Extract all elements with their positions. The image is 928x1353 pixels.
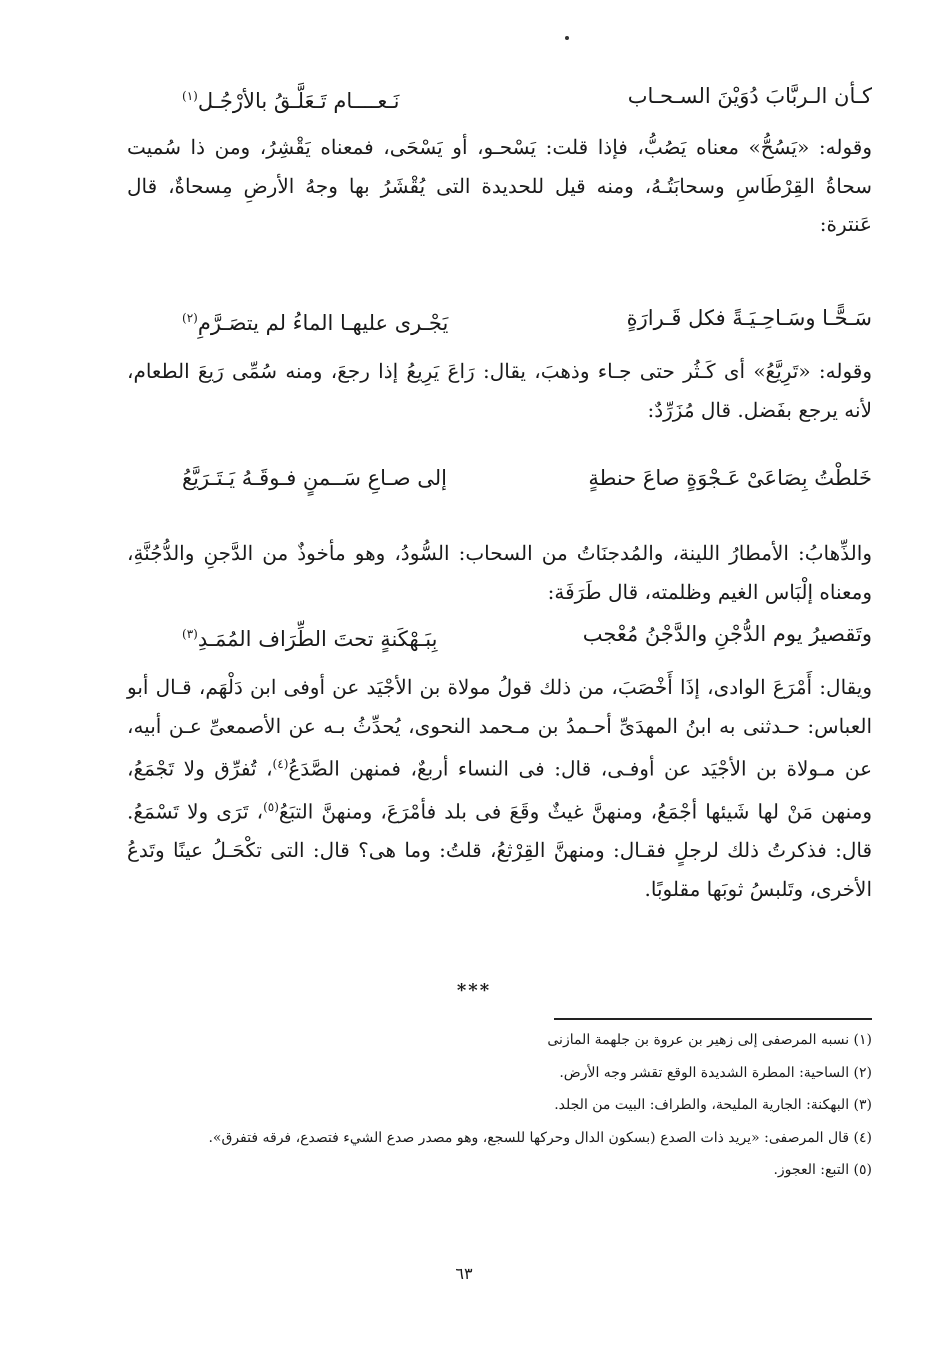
footnote-rule <box>554 1018 872 1020</box>
footnote-ref-2: (٢) <box>182 311 198 325</box>
footnote-ref-4: (٤) <box>272 757 289 771</box>
paragraph-4-part-a: ويقال: أَمْرَعَ الوادى، إذَا أَخْصَبَ، من ذلك قولُ مولاة بن الأجْيَد عن أوفى ابن دَلْهَم، قـال أبو العباس: حـدثنى به ابنُ المهدَىِّ أحـمدُ بن مـحمد النحوى، يُحدِّثُ بـه عن الأصمعىِّ عـن أبيه، عن مـولاة بن الأجْيَد عن أوفـى، قال: فى النساء أربعٌ، فمنهن الصَّدَعُ <box>127 675 872 781</box>
footnote-ref-5: (٥) <box>263 800 279 815</box>
footnotes <box>137 1024 872 1187</box>
paragraph-4 <box>127 668 872 908</box>
verse-2-first-hemistich: سَـحًّـا وسَـاحِـيَـةً فكل قَـرارَةٍ <box>626 306 872 330</box>
paragraph-4-part-b: ، تُفرِّق ولا تَجْمَعُ، ومنهن مَنْ لها شَيئها أجْمَعُ، ومنهنَّ غيثٌ وقَعَ فى بلد فأمْرَعَ، ومنهنَّ التبَعُ <box>127 756 872 824</box>
verse-4 <box>182 614 872 654</box>
verse-1 <box>182 76 872 116</box>
verse-1-second-hemistich <box>182 76 399 116</box>
footnote-2: (٢) الساحية: المطرة الشديدة الوقع تقشر وجه الأرض. <box>559 1064 872 1081</box>
verse-1-second-text: نَـعــــام تَـعَلَّـقُ بالأرْجُـل <box>197 89 400 113</box>
verse-3-first-hemistich: خَلطْتُ بِصَاعَىْ عَـجْوَةٍ صاعَ حنطةٍ <box>588 466 872 490</box>
footnote-1: (١) نسبه المرصفى إلى زهير بن عروة بن جلهمة المازنى <box>547 1032 872 1048</box>
footnote-5: (٥) التبع: العجوز. <box>773 1162 872 1178</box>
paragraph-1: وقوله: «يَسُحُّ» معناه يَصُبُّ، فإذا قلت: يَسْحـو، أو يَسْحَى، فمعناه يَقْشِرُ، ومن ذا سُميت سحاةُ القِرْطَاسِ وسحابَتُـهُ، ومنه قيل للحديدة التى يُقْشَرُ بها وجهُ الأرضِ مِسحاةٌ، قال عَنترة: <box>127 135 872 236</box>
verse-2 <box>182 298 872 338</box>
paragraph-3: والذِّهابُ: الأمطارُ اللينة، والمُدجنَاتُ من السحاب: السُّودُ، وهو مأخوذٌ من الدَّجنِ والدُّجُنَّةِ، ومعناه إلْبَاس الغيم وظلمته، قال طَرَفَة: <box>127 541 872 604</box>
verse-1-first-hemistich: كـأن الـربَّابَ دُوَيْنَ السـحـاب <box>627 84 872 108</box>
footnote-ref-1: (١) <box>182 89 198 103</box>
verse-4-first-hemistich: وتَقصيرُ يوم الدُّجْنِ والدَّجْنُ مُعْجب <box>582 622 872 646</box>
footnote-ref-3: (٣) <box>182 627 198 641</box>
verse-4-second-text: بِبَـهْكَنةٍ تحتَ الطِّرَاف المُمَـدِ <box>197 627 438 651</box>
verse-2-second-hemistich <box>182 298 448 338</box>
verse-3-second-hemistich: إلى صـاعِ سَــمنٍ فـوقَـهُ يَـتَـرَيَّعُ <box>182 466 447 490</box>
paragraph-4-part-c: ، تَرَى ولا تَسْمَعُ. قال: فذكرتُ ذلك لرجلٍ فقـال: ومنهنَّ القِرْثعُ، قلتُ: وما هى؟ قال: التى تكْحَـلُ عينًا وتَدعُ الأخرى، وتَلبسُ ثوبَها مقلوبًا. <box>127 799 873 901</box>
section-separator: *** <box>456 980 492 1001</box>
page-number: ٦٣ <box>455 1264 473 1283</box>
paragraph-2: وقوله: «تَرِيَّعُ» أى كَـثُر حتى جـاء وذهبَ، يقال: رَاعَ يَرِيعُ إذا رجعَ، ومنه سُمِّى رَيعَ الطعام، لأنه يرجع بفَضل. قال مُزَرِّدٌ: <box>127 359 872 422</box>
footnote-3: (٣) البهكنة: الجارية المليحة، والطراف: البيت من الجلد. <box>554 1097 872 1113</box>
verse-4-second-hemistich <box>182 614 437 654</box>
ink-dot <box>565 36 569 40</box>
footnote-4: (٤) قال المرصفى: «يريد ذات الصدع (بسكون الدال وحركها للسجع، وهو مصدر صدع الشيء فتصدع، فرقه فتفرق». <box>208 1129 872 1146</box>
verse-2-second-text: يَجْـرى عليهـا الماءُ لم يتصَـرَّمِ <box>197 311 449 335</box>
verse-3 <box>182 458 872 498</box>
